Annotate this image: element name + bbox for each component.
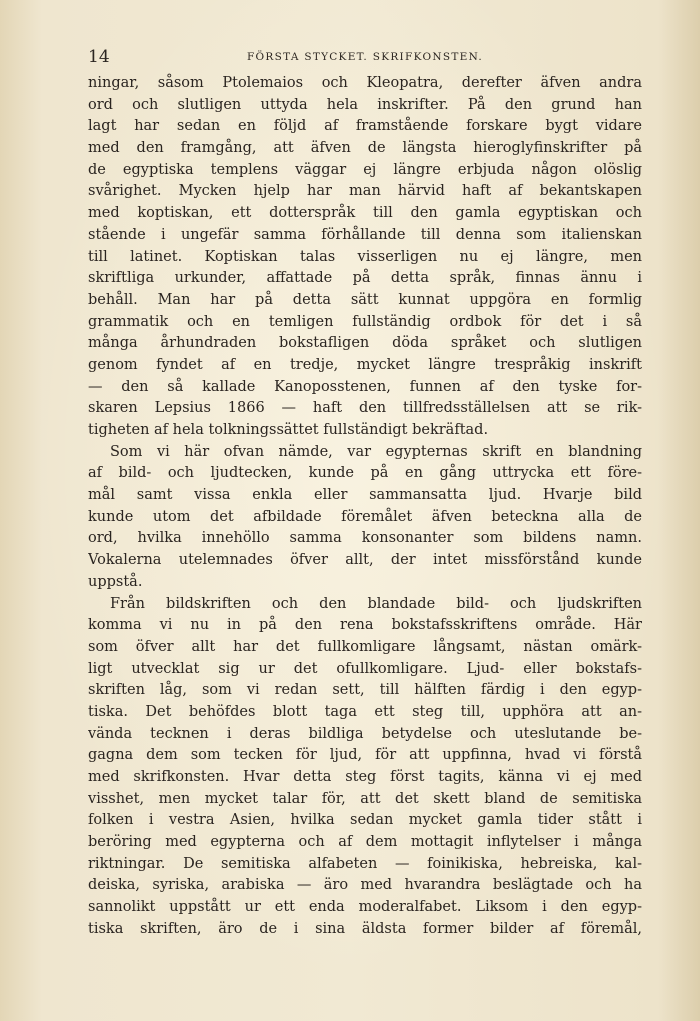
text-line: ligt utvecklat sig ur det ofullkomligare. Ljud- eller bokstafs- xyxy=(88,660,642,677)
running-head xyxy=(88,46,642,68)
text-line: af bild- och ljudtecken, kunde på en gång uttrycka ett före- xyxy=(88,465,642,482)
text-line: Vokalerna utelemnades öfver allt, der intet missförstånd kunde xyxy=(88,552,642,569)
text-line: lagt har sedan en följd af framstående forskare bygt vidare xyxy=(88,118,642,135)
text-line: ord och slutligen uttyda hela inskrifter. På den grund han xyxy=(88,96,642,113)
text-line: tiska skriften, äro de i sina äldsta former bilder af föremål, xyxy=(88,920,642,937)
text-line: stående i ungefär samma förhållande till denna som italienskan xyxy=(88,226,642,243)
text-line: visshet, men mycket talar för, att det skett bland de semitiska xyxy=(88,790,642,807)
text-line: med koptiskan, ett dotterspråk till den gamla egyptiskan och xyxy=(88,205,642,222)
section-title: FÖRSTA STYCKET. SKRIFKONSTEN. xyxy=(246,51,484,63)
text-line: riktningar. De semitiska alfabeten — foinikiska, hebreiska, kal- xyxy=(88,855,642,872)
text-line: kunde utom det afbildade föremålet äfven beteckna alla de xyxy=(88,508,642,525)
text-line: med skrifkonsten. Hvar detta steg först tagits, känna vi ej med xyxy=(88,769,642,785)
text-line: komma vi nu in på den rena bokstafsskriftens område. Här xyxy=(88,617,642,634)
paragraph-start-line: Som vi här ofvan nämde, var egypternas skrift en blandning xyxy=(110,443,642,460)
text-line: skaren Lepsius 1866 — haft den tillfredsställelsen att se rik- xyxy=(88,400,642,417)
paragraph-end-line: tigheten af hela tolkningssättet fullständigt bekräftad. xyxy=(88,422,489,438)
text-line: ningar, såsom Ptolemaios och Kleopatra, derefter äfven andra xyxy=(88,75,642,91)
paragraph-start-line: Från bildskriften och den blandade bild- och ljudskriften xyxy=(110,595,642,612)
text-line: folken i vestra Asien, hvilka sedan mycket gamla tider stått i xyxy=(88,812,642,829)
text-line: vända tecknen i deras bildliga betydelse och uteslutande be- xyxy=(88,725,642,742)
text-line: svårighet. Mycken hjelp har man härvid haft af bekantskapen xyxy=(88,183,642,200)
text-line: tiska. Det behöfdes blott taga ett steg till, upphöra att an- xyxy=(88,703,642,720)
text-line: som öfver allt har det fullkomligare långsamt, nästan omärk- xyxy=(88,638,642,655)
text-line: mål samt vissa enkla eller sammansatta ljud. Hvarje bild xyxy=(88,487,642,504)
text-line: med den framgång, att äfven de längsta hieroglyfinskrifter på xyxy=(88,140,642,157)
text-line: skriftliga urkunder, affattade på detta språk, finnas ännu i xyxy=(88,270,642,287)
text-line: beröring med egypterna och af dem mottagit inflytelser i många xyxy=(88,834,642,851)
body-text xyxy=(88,73,642,941)
text-line: gagna dem som tecken för ljud, för att uppfinna, hvad vi förstå xyxy=(88,747,642,764)
text-line: sannolikt uppstått ur ett enda moderalfabet. Liksom i den egyp- xyxy=(88,899,642,916)
text-line: — den så kallade Kanoposstenen, funnen af den tyske for- xyxy=(88,378,642,395)
text-line: de egyptiska templens väggar ej längre erbjuda någon olöslig xyxy=(88,161,642,178)
text-line: många århundraden bokstafligen döda språket och slutligen xyxy=(88,335,642,352)
text-line: behåll. Man har på detta sätt kunnat uppgöra en formlig xyxy=(88,291,642,308)
text-line: deiska, syriska, arabiska — äro med hvarandra beslägtade och ha xyxy=(88,877,642,894)
text-line: till latinet. Koptiskan talas visserligen nu ej längre, men xyxy=(88,248,642,265)
page-number: 14 xyxy=(88,47,110,67)
text-line: ord, hvilka innehöllo samma konsonanter som bildens namn. xyxy=(88,530,642,547)
text-line: skriften låg, som vi redan sett, till hälften färdig i den egyp- xyxy=(88,682,642,699)
text-line: genom fyndet af en tredje, mycket längre trespråkig inskrift xyxy=(88,356,642,373)
paragraph-end-line: uppstå. xyxy=(88,573,143,590)
text-line: grammatik och en temligen fullständig ordbok för det i så xyxy=(88,313,642,330)
